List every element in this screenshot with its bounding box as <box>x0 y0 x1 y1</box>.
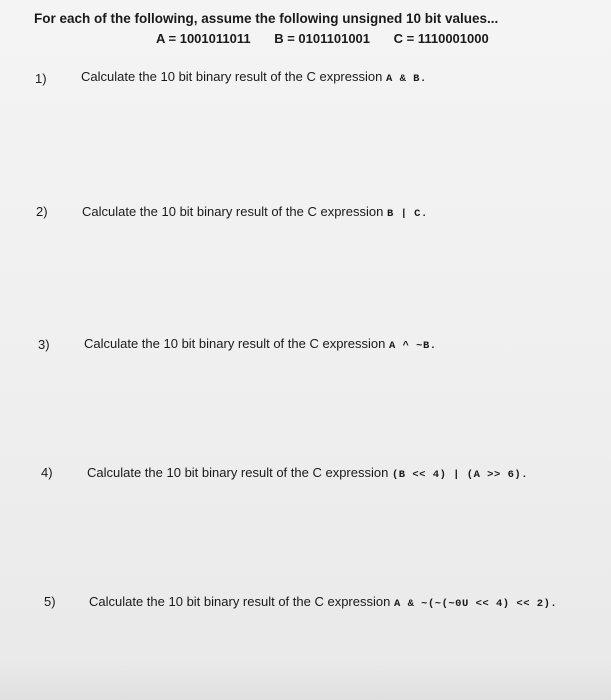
question-4-expression: (B << 4) | (A >> 6). <box>391 469 528 481</box>
question-1 <box>81 69 427 85</box>
question-5-expression: A & ~(~(~0U << 4) << 2). <box>393 598 558 610</box>
question-3 <box>84 336 437 352</box>
value-b: B = 0101101001 <box>274 31 371 46</box>
question-3-expression: A ^ ~B. <box>388 340 437 352</box>
question-1-text: Calculate the 10 bit binary result of the C expression <box>81 69 383 84</box>
question-3-number: 3) <box>38 337 50 352</box>
question-1-expression: A & B. <box>385 73 427 85</box>
question-4-number: 4) <box>41 465 53 480</box>
question-5-text: Calculate the 10 bit binary result of the C expression <box>89 594 391 609</box>
question-2 <box>82 204 428 220</box>
question-5 <box>89 594 557 610</box>
instructions-heading: For each of the following, assume the following unsigned 10 bit values... <box>34 11 499 26</box>
question-3-text: Calculate the 10 bit binary result of the C expression <box>84 336 386 351</box>
question-4-text: Calculate the 10 bit binary result of the C expression <box>87 465 389 480</box>
question-2-expression: B | C. <box>386 208 428 220</box>
question-2-number: 2) <box>36 204 48 219</box>
value-a: A = 1001011011 <box>156 31 251 46</box>
page-shadow <box>0 660 611 700</box>
question-5-number: 5) <box>44 594 56 609</box>
given-values <box>156 31 509 46</box>
question-2-text: Calculate the 10 bit binary result of the C expression <box>82 204 384 219</box>
question-1-number: 1) <box>35 71 47 86</box>
value-c: C = 1110001000 <box>393 31 489 46</box>
question-4 <box>87 465 528 481</box>
